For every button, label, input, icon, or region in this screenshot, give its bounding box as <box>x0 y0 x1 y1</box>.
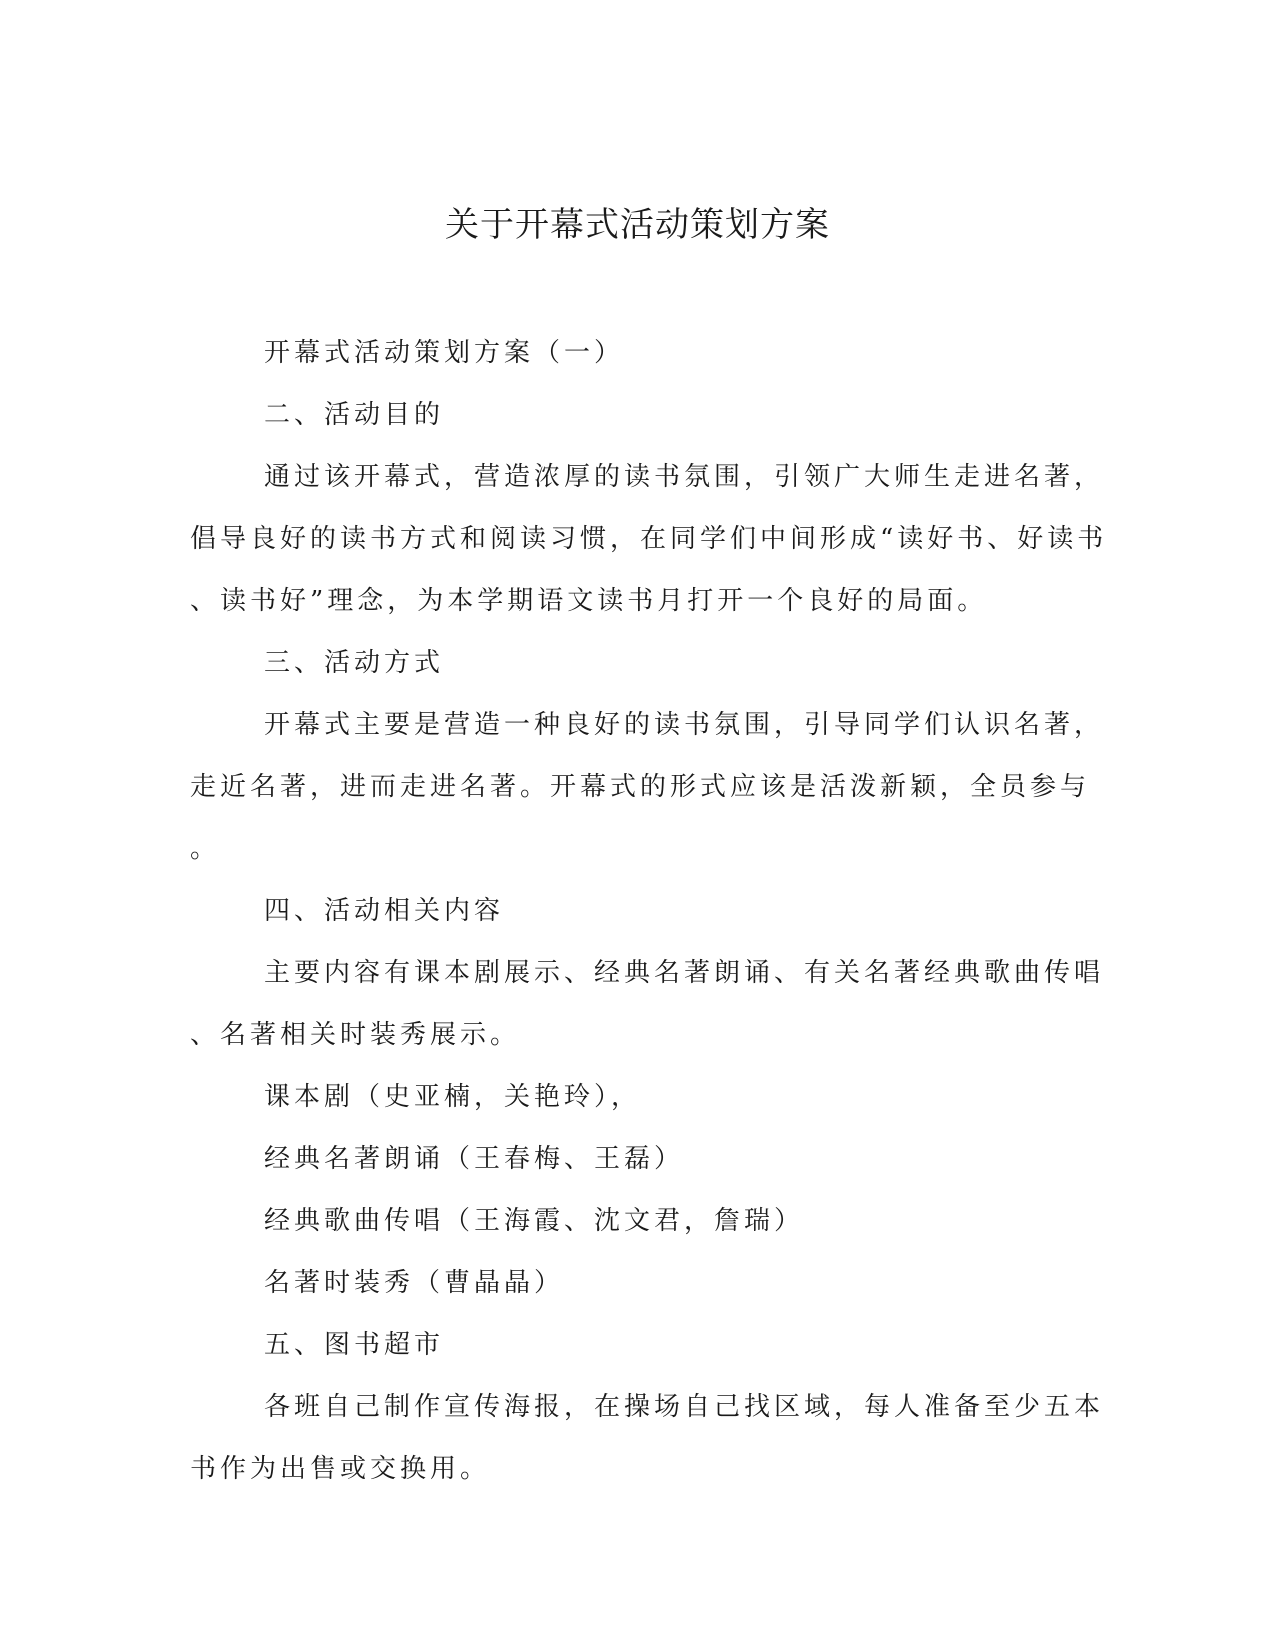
paragraph-line: 各班自己制作宣传海报，在操场自己找区域，每人准备至少五本 <box>264 1392 1105 1422</box>
paragraph-line: 主要内容有课本剧展示、经典名著朗诵、有关名著经典歌曲传唱 <box>264 958 1105 988</box>
section-heading <box>190 632 1075 694</box>
list-item <box>190 1066 1075 1128</box>
paragraph-line: 三、活动方式 <box>264 648 445 678</box>
paragraph <box>190 446 1108 632</box>
list-item <box>190 1190 1075 1252</box>
document-title: 关于开幕式活动策划方案 <box>445 205 830 245</box>
list-item <box>190 1128 1075 1190</box>
paragraph <box>190 942 1105 1066</box>
paragraph-line: 开幕式活动策划方案（一） <box>264 338 625 368</box>
paragraph-line: 名著时装秀（曹晶晶） <box>264 1268 565 1298</box>
paragraph-line: 五、图书超市 <box>264 1330 445 1360</box>
paragraph-line: 经典歌曲传唱（王海霞、沈文君，詹瑞） <box>264 1206 805 1236</box>
paragraph-line: 书作为出售或交换用。 <box>190 1454 491 1484</box>
paragraph-line: 、名著相关时装秀展示。 <box>190 1020 521 1050</box>
paragraph-line: 二、活动目的 <box>264 400 445 430</box>
list-item <box>190 1252 1075 1314</box>
paragraph-line: 经典名著朗诵（王春梅、王磊） <box>264 1144 685 1174</box>
paragraph-line: 四、活动相关内容 <box>264 896 505 926</box>
paragraph-line: 倡导良好的读书方式和阅读习惯，在同学们中间形成“读好书、好读书 <box>190 524 1108 554</box>
paragraph <box>190 1376 1105 1500</box>
paragraph-line: 通过该开幕式，营造浓厚的读书氛围，引领广大师生走进名著， <box>264 462 1105 492</box>
paragraph <box>190 322 1075 384</box>
paragraph-line: 课本剧（史亚楠，关艳玲）， <box>264 1082 642 1112</box>
document-body <box>190 322 1108 1500</box>
paragraph-line: 。 <box>190 834 221 864</box>
section-heading <box>190 880 1075 942</box>
paragraph <box>190 694 1105 880</box>
paragraph-line: 开幕式主要是营造一种良好的读书氛围，引导同学们认识名著， <box>264 710 1105 740</box>
paragraph-line: 、读书好”理念，为本学期语文读书月打开一个良好的局面。 <box>190 586 988 616</box>
section-heading <box>190 1314 1075 1376</box>
section-heading <box>190 384 1075 446</box>
paragraph-line: 走近名著，进而走进名著。开幕式的形式应该是活泼新颖，全员参与 <box>190 772 1091 802</box>
